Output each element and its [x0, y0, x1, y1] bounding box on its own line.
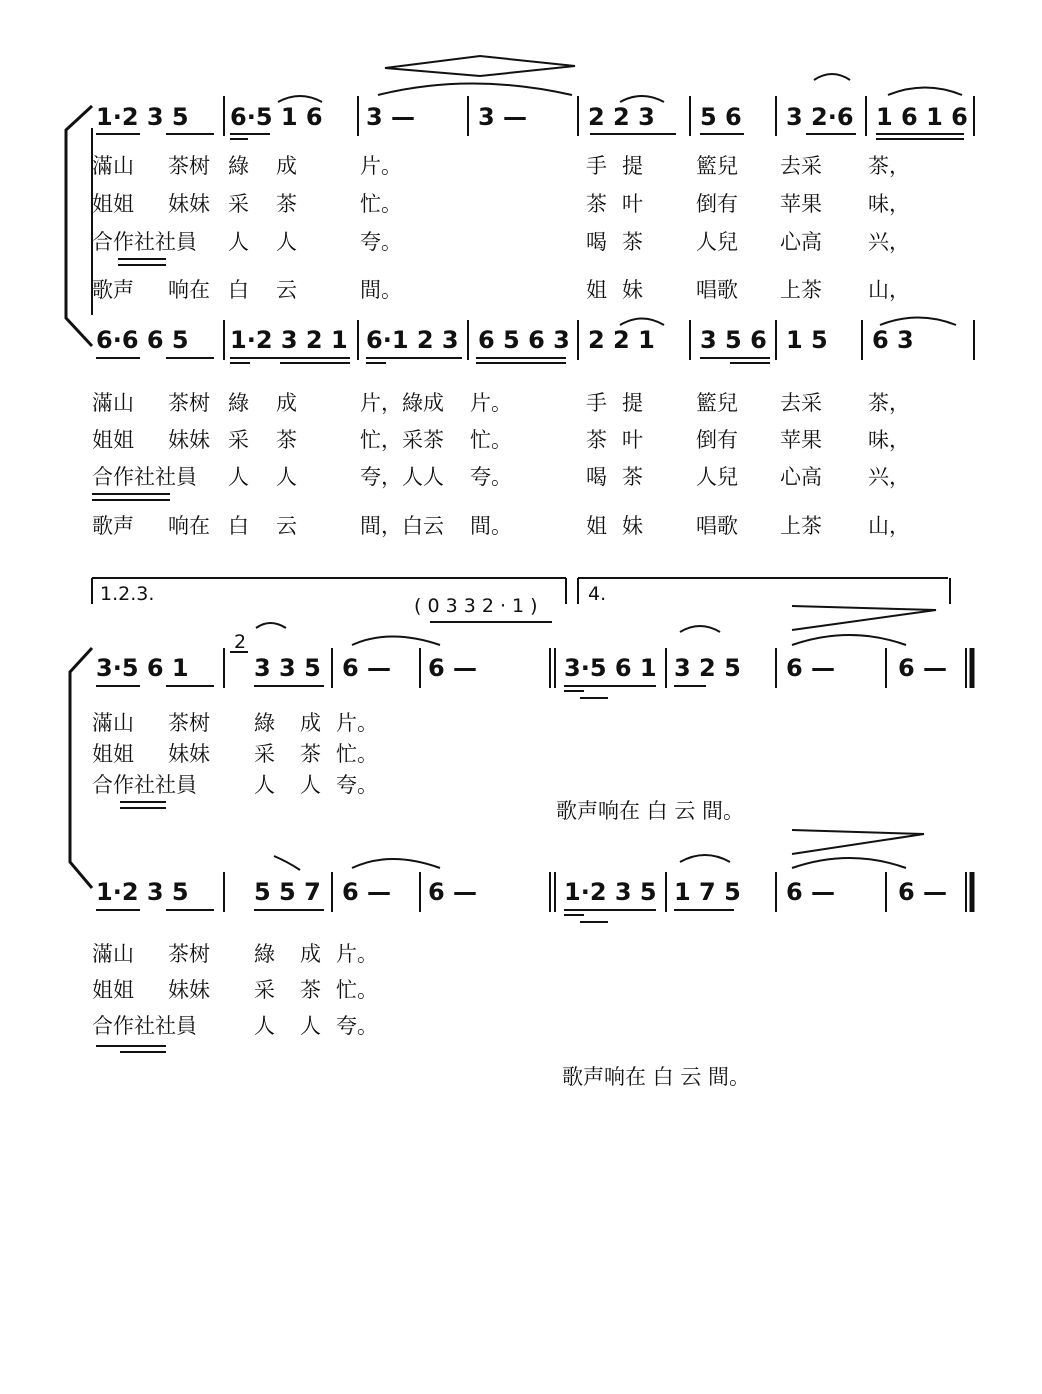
lyric-word: 姐 — [586, 514, 607, 538]
lyric-word: 采 — [254, 978, 275, 1002]
lyric-line-2 — [92, 428, 910, 453]
system-brace — [70, 648, 92, 888]
lyric-line-1 — [92, 391, 910, 416]
lower-beams — [96, 855, 906, 922]
measure-8: 6 — — [898, 654, 948, 682]
lyric-word: 味， — [868, 192, 910, 216]
measure-1: 1·2 3 5 — [96, 878, 189, 906]
lyric-word: 合作社社員 — [92, 773, 197, 797]
lyric-line-4 — [92, 514, 910, 539]
lyric-word: 茶 — [622, 465, 643, 489]
lyric-word: 茶 — [622, 230, 643, 254]
upper-staff-notes — [96, 103, 968, 131]
lyric-word: 茶 — [586, 428, 607, 452]
lyric-word: 茶 — [586, 192, 607, 216]
lyric-word: 片。 — [336, 942, 378, 966]
final-lyric: 歌声响在 白 云 間。 — [562, 1065, 751, 1089]
lyric-word: 味， — [868, 428, 910, 452]
final-lyric: 歌声响在 白 云 間。 — [556, 799, 745, 823]
lyric-word: 綠 — [228, 391, 249, 415]
measure-5: 3·5 6 1 — [564, 654, 657, 682]
lyric-word: 綠 — [254, 711, 275, 735]
bracket-notes: ( 0 3 3 2 · 1 ) — [414, 595, 538, 617]
lyric-word: 喝 — [586, 465, 607, 489]
lyric-word: 夸。 — [470, 465, 512, 489]
lyric-word: 山， — [868, 514, 910, 538]
lyric-word: 茶 — [300, 742, 321, 766]
lyric-word: 籃兒 — [696, 154, 738, 178]
lyric-word: 人兒 — [696, 230, 738, 254]
lyric-word: 姐姐 — [92, 428, 134, 452]
lyric-word: 滿山 — [92, 154, 134, 178]
lyric-line-2 — [92, 742, 378, 766]
lyric-word: 响在 — [168, 278, 210, 302]
lyric-word: 去采 — [780, 391, 822, 415]
lyric-word: 人 — [276, 230, 297, 254]
lyric-word: 采 — [254, 742, 275, 766]
lyric-word: 茶树 — [168, 154, 210, 178]
lyric-word: 籃兒 — [696, 391, 738, 415]
lyric-word: 提 — [622, 154, 643, 178]
lyric-word: 唱歌 — [696, 278, 738, 302]
lyric-word: 忙。 — [336, 742, 378, 766]
measure-2: 1·2 3 2 1 — [230, 326, 348, 354]
lyric-line-4 — [92, 278, 910, 303]
lyric-word: 忙。 — [470, 428, 512, 452]
lyric-word: 成 — [276, 154, 297, 178]
lyric-word: 妹妹 — [168, 742, 210, 766]
lyric-word: 成 — [276, 391, 297, 415]
measure-5: 2 2 1 — [588, 326, 655, 354]
lyric-word: 叶 — [622, 192, 643, 216]
lyric-word: 間，白云 — [360, 514, 444, 538]
lyric-word: 采 — [228, 428, 249, 452]
lyric-word: 茶 — [276, 192, 297, 216]
lyric-word: 合作社社員 — [92, 1014, 197, 1038]
lyric-word: 姐姐 — [92, 192, 134, 216]
volta-1-label: 1.2.3. — [100, 583, 155, 605]
lyric-word: 妹妹 — [168, 978, 210, 1002]
measure-4: 3 — — [478, 103, 528, 131]
lyric-word: 倒有 — [696, 428, 738, 452]
measure-2: 5 5 7 — [254, 878, 321, 906]
lyric-word: 忙。 — [336, 978, 378, 1002]
lyric-word: 夸。 — [336, 1014, 378, 1038]
measure-3: 3 — — [366, 103, 416, 131]
lyric-word: 間。 — [470, 514, 512, 538]
lyric-word: 人 — [254, 773, 275, 797]
lyric-word: 云 — [276, 278, 297, 302]
lyric-word: 妹妹 — [168, 192, 210, 216]
lyric-line-3 — [92, 230, 910, 255]
system-1 — [66, 56, 974, 539]
measure-7: 1 5 — [786, 326, 828, 354]
lyric-word: 片。 — [336, 711, 378, 735]
lyric-word: 人 — [254, 1014, 275, 1038]
measure-7: 6 — — [786, 654, 836, 682]
lyric-word: 倒有 — [696, 192, 738, 216]
upper-lyrics — [92, 711, 744, 823]
lyric-word: 妹 — [622, 278, 643, 302]
lyric-word: 茶 — [300, 978, 321, 1002]
measure-8: 6 3 — [872, 326, 914, 354]
measure-3: 6 — — [342, 878, 392, 906]
dynamics-hairpin — [792, 606, 936, 630]
lyric-line-3 — [92, 1014, 378, 1038]
measure-8: 6 — — [898, 878, 948, 906]
measure-5: 2 2 3 — [588, 103, 655, 131]
lyric-word: 人 — [300, 1014, 321, 1038]
lyric-word: 上茶 — [780, 514, 822, 538]
measure-6: 1 7 5 — [674, 878, 741, 906]
lyric-word: 夸。 — [336, 773, 378, 797]
lyric-word: 忙，采茶 — [360, 428, 444, 452]
lyric-word: 人 — [228, 230, 249, 254]
lyric-line-2 — [92, 192, 910, 217]
measure-1: 3·5 6 1 — [96, 654, 189, 682]
measure-6: 3 5 6 — [700, 326, 767, 354]
lyric-word: 茶 — [276, 428, 297, 452]
lyric-word: 喝 — [586, 230, 607, 254]
lyric-word: 片。 — [360, 154, 402, 178]
volta-2-label: 4. — [588, 583, 607, 605]
lyric-word: 茶树 — [168, 391, 210, 415]
lyric-word: 人 — [276, 465, 297, 489]
lyric-word: 手 — [586, 154, 607, 178]
lyric-word: 滿山 — [92, 391, 134, 415]
measure-2: 3 3 5 — [254, 654, 321, 682]
lyric-word: 手 — [586, 391, 607, 415]
measure-1: 6·6 6 5 — [96, 326, 189, 354]
lyric-line-1 — [92, 942, 378, 966]
lyric-word: 姐姐 — [92, 742, 134, 766]
lower-lyrics — [92, 942, 750, 1089]
lyric-word: 唱歌 — [696, 514, 738, 538]
lyric-word: 心高 — [780, 465, 822, 489]
lyric-line-2 — [92, 978, 378, 1002]
lyric-line-3 — [92, 773, 378, 797]
lyric-word: 綠 — [228, 154, 249, 178]
lower-staff-notes — [96, 326, 914, 354]
lyric-word: 片。 — [470, 391, 512, 415]
lyric-word: 兴， — [868, 230, 910, 254]
lower-lyrics — [92, 391, 910, 539]
lyric-word: 合作社社員 — [92, 230, 197, 254]
lyric-word: 上茶 — [780, 278, 822, 302]
dynamics-hairpin — [792, 830, 924, 854]
lyric-line-1 — [92, 154, 910, 179]
lyric-word: 姐 — [586, 278, 607, 302]
lyric-word: 間。 — [360, 278, 402, 302]
lyric-word: 夸。 — [360, 230, 402, 254]
lyric-word: 叶 — [622, 428, 643, 452]
lyric-word: 人 — [300, 773, 321, 797]
lyric-word: 响在 — [168, 514, 210, 538]
lyric-word: 人兒 — [696, 465, 738, 489]
lyric-word: 歌声 — [92, 514, 134, 538]
lyric-word: 妹 — [622, 514, 643, 538]
system-2 — [70, 578, 972, 1089]
lyric-word: 茶， — [868, 391, 910, 415]
lyric-word: 采 — [228, 192, 249, 216]
lyric-word: 合作社社員 — [92, 465, 197, 489]
lyric-word: 綠 — [254, 942, 275, 966]
lyric-word: 茶树 — [168, 711, 210, 735]
lyric-word: 苹果 — [780, 192, 822, 216]
measure-2: 6·5 1 6 — [230, 103, 323, 131]
lyric-line-1 — [92, 711, 378, 735]
measure-6: 5 6 — [700, 103, 742, 131]
measure-7: 3 2·6 — [786, 103, 854, 131]
upper-lyrics — [92, 154, 910, 303]
measure-1: 1·2 3 5 — [96, 103, 189, 131]
lyric-word: 兴， — [868, 465, 910, 489]
measure-3: 6 — — [342, 654, 392, 682]
lyric-word: 成 — [300, 711, 321, 735]
dynamics-hairpin — [385, 56, 575, 76]
measure-6: 3 2 5 — [674, 654, 741, 682]
measure-4: 6 — — [428, 654, 478, 682]
lyric-word: 苹果 — [780, 428, 822, 452]
lyric-word: 心高 — [780, 230, 822, 254]
lyric-word: 提 — [622, 391, 643, 415]
lyric-word: 妹妹 — [168, 428, 210, 452]
lyric-word: 云 — [276, 514, 297, 538]
lyric-word: 夸，人人 — [360, 465, 444, 489]
lyric-word: 姐姐 — [92, 978, 134, 1002]
lyric-word: 滿山 — [92, 942, 134, 966]
lyric-word: 忙。 — [360, 192, 402, 216]
upper-beams — [96, 623, 906, 698]
lyric-word: 白 — [228, 514, 249, 538]
measure-5: 1·2 3 5 — [564, 878, 657, 906]
measure-7: 6 — — [786, 878, 836, 906]
measure-8: 1 6 1 6 — [876, 103, 968, 131]
lyric-word: 人 — [228, 465, 249, 489]
lyric-word: 茶， — [868, 154, 910, 178]
measure-4: 6 — — [428, 878, 478, 906]
lyric-word: 山， — [868, 278, 910, 302]
lyric-word: 歌声 — [92, 278, 134, 302]
measure-4: 6 5 6 3 — [478, 326, 570, 354]
measure-3: 6·1 2 3 — [366, 326, 459, 354]
lyric-word: 茶树 — [168, 942, 210, 966]
lyric-word: 去采 — [780, 154, 822, 178]
lyric-line-3 — [92, 465, 910, 490]
lyric-word: 白 — [228, 278, 249, 302]
system-brace — [66, 106, 92, 346]
lyric-word: 滿山 — [92, 711, 134, 735]
grace-note: 2 — [234, 631, 247, 653]
lyric-word: 成 — [300, 942, 321, 966]
lyric-word: 片，綠成 — [360, 391, 444, 415]
